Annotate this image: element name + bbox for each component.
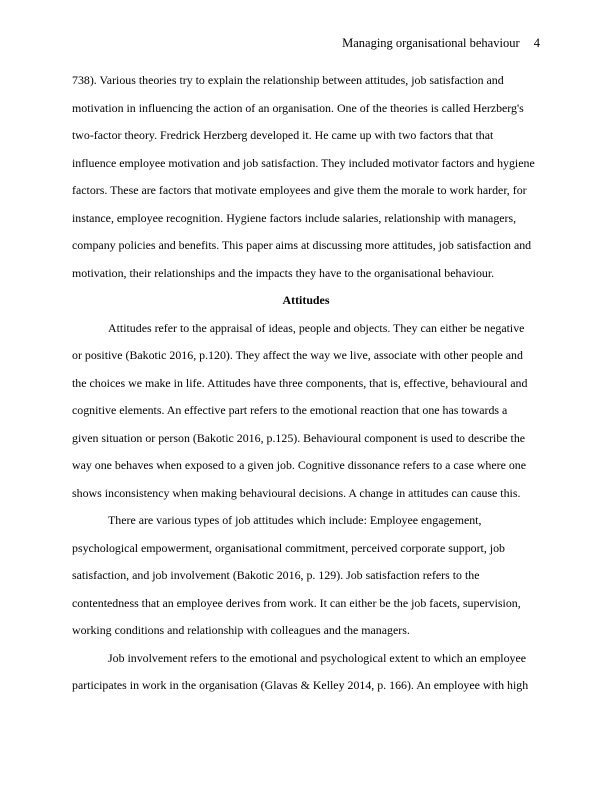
page-number: 4 (533, 36, 540, 50)
paragraph-line: Job involvement refers to the emotional and psychological extent to which an employee (108, 650, 527, 665)
paragraph-line: motivation, their relationships and the impacts they have to the organisational behaviour. (72, 265, 495, 280)
paragraph-line: the choices we make in life. Attitudes have three components, that is, effective, behavioural and (72, 375, 528, 390)
paragraph-line: cognitive elements. An effective part refers to the emotional reaction that one has towards a (72, 403, 508, 417)
paragraph-line: satisfaction, and job involvement (Bakotic 2016, p. 129). Job satisfaction refers to the (72, 568, 480, 582)
paragraph-line: motivation in influencing the action of an organisation. One of the theories is called Herzberg's (72, 100, 524, 115)
body-text (72, 67, 540, 700)
paragraph-line: There are various types of job attitudes which include: Employee engagement, (108, 513, 482, 527)
running-header (342, 35, 540, 51)
paragraph-line: or positive (Bakotic 2016, p.120). They affect the way we live, associate with other people and (72, 348, 523, 362)
paragraph-line: way one behaves when exposed to a given job. Cognitive dissonance refers to a case where one (72, 458, 527, 472)
paragraph-line: participates in work in the organisation (Glavas & Kelley 2014, p. 166). An employee with high (72, 678, 529, 692)
paragraph-line: 738). Various theories try to explain the relationship between attitudes, job satisfaction and (72, 73, 504, 87)
paragraph-line: working conditions and relationship with colleagues and the managers. (72, 623, 410, 637)
paragraph-line: factors. These are factors that motivate employees and give them the morale to work harder, for (72, 183, 527, 197)
section-heading: Attitudes (282, 293, 330, 307)
paragraph-line: Attitudes refer to the appraisal of ideas, people and objects. They can either be negative (108, 320, 525, 335)
paragraph-line: psychological empowerment, organisational commitment, perceived corporate support, job (72, 540, 506, 555)
paragraph-line: company policies and benefits. This paper aims at discussing more attitudes, job satisfaction and (72, 238, 532, 252)
paragraph-line: given situation or person (Bakotic 2016, p.125). Behavioural component is used to describe the (72, 430, 526, 445)
header-title: Managing organisational behaviour (342, 36, 520, 50)
paragraph-line: contentedness that an employee derives from work. It can either be the job facets, supervision, (72, 595, 521, 610)
paragraph-line: instance, employee recognition. Hygiene factors include salaries, relationship with managers, (72, 210, 517, 225)
paragraph-line: two-factor theory. Fredrick Herzberg developed it. He came up with two factors that that (72, 128, 494, 142)
paragraph-line: shows inconsistency when making behavioural decisions. A change in attitudes can cause this. (72, 485, 521, 500)
paragraph-line: influence employee motivation and job satisfaction. They included motivator factors and hygiene (72, 155, 535, 170)
